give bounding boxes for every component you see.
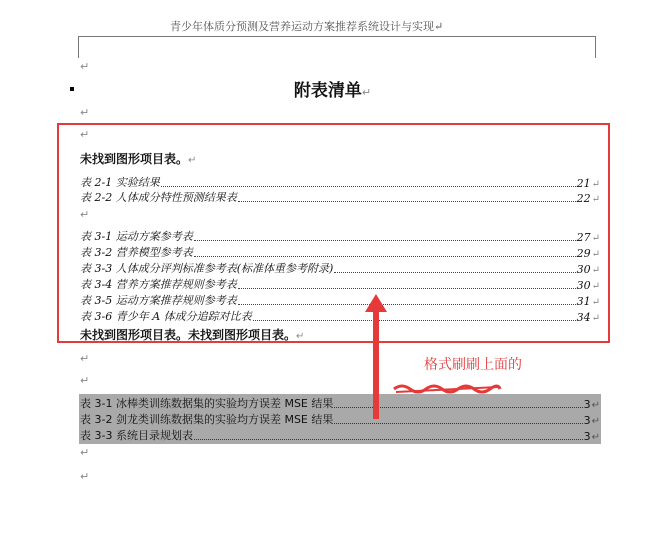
toc-error-footer-text: 未找到图形项目表。未找到图形项目表。 [80, 328, 297, 342]
paragraph-mark: ↵ [591, 179, 600, 190]
toc-leader-dots [238, 288, 576, 289]
paragraph-mark: ↵ [591, 416, 600, 427]
toc-entry[interactable] [80, 175, 600, 190]
header-corner-right [595, 36, 614, 58]
toc-entry-page: 30 [576, 263, 591, 276]
toc-entry-page: 3 [583, 398, 591, 411]
toc-leader-dots [194, 256, 576, 257]
toc-leader-dots [194, 240, 576, 241]
toc-entry[interactable] [80, 229, 600, 244]
toc-entry-page: 3 [583, 430, 591, 443]
toc-leader-dots [334, 423, 582, 424]
toc-entry-label: 表 3-1 冰棒类训练数据集的实验均方误差 MSE 结果 [80, 397, 334, 410]
page-title[interactable] [0, 76, 665, 101]
scribble-strikeout-icon [392, 382, 502, 396]
toc-entry-label: 表 3-3 系统目录规划表 [80, 429, 193, 442]
paragraph-mark: ↵ [80, 128, 90, 141]
page-title-text: 附表清单 [293, 81, 362, 101]
paragraph-mark: ↵ [591, 432, 600, 443]
paragraph-mark: ↵ [591, 249, 600, 260]
header-corner-left [60, 36, 79, 58]
toc-entry[interactable] [80, 309, 600, 324]
toc-entry[interactable] [80, 245, 600, 260]
header-rule [78, 36, 595, 37]
toc-entry-label: 表 3-4 营养方案推荐规则参考表 [80, 278, 237, 291]
toc-entry-page: 21 [576, 177, 591, 190]
toc-leader-dots [194, 439, 583, 440]
toc-entry-selected[interactable] [80, 412, 600, 427]
toc-entry-page: 30 [576, 279, 591, 292]
paragraph-mark: ↵ [591, 281, 600, 292]
toc-entry-label: 表 2-1 实验结果 [80, 176, 160, 189]
toc-entry-label: 表 3-1 运动方案参考表 [80, 230, 193, 243]
toc-entry-label: 表 3-2 营养模型参考表 [80, 246, 193, 259]
toc-error-footer[interactable] [80, 326, 304, 342]
toc-entry-label: 表 3-5 运动方案推荐规则参考表 [80, 294, 237, 307]
toc-entry-page: 31 [576, 295, 591, 308]
toc-entry-label: 表 2-2 人体成分特性预测结果表 [80, 191, 237, 204]
paragraph-mark: ↵ [80, 374, 90, 387]
paragraph-mark: ↵ [591, 400, 600, 411]
toc-entry-label: 表 3-2 剑龙类训练数据集的实验均方误差 MSE 结果 [80, 413, 334, 426]
toc-entry-page: 27 [576, 231, 591, 244]
toc-entry-selected[interactable] [80, 396, 600, 411]
toc-entry-label: 表 3-3 人体成分评判标准参考表(标准体重参考附录) [80, 262, 334, 275]
toc-error-heading-text: 未找到图形项目表。 [80, 152, 189, 166]
toc-entry-page: 22 [576, 192, 591, 205]
paragraph-mark: ↵ [591, 313, 600, 324]
annotation-arrow-icon [362, 294, 390, 419]
toc-leader-dots [253, 320, 576, 321]
paragraph-mark: ↵ [80, 60, 90, 73]
paragraph-mark: ↵ [591, 297, 600, 308]
paragraph-mark: ↵ [80, 446, 90, 459]
toc-entry-label: 表 3-6 青少年 A 体成分追踪对比表 [80, 310, 252, 323]
paragraph-mark: ↵ [188, 155, 197, 166]
toc-entry[interactable] [80, 261, 600, 276]
paragraph-mark: ↵ [296, 331, 305, 342]
toc-leader-dots [238, 201, 576, 202]
toc-entry-page: 29 [576, 247, 591, 260]
paragraph-mark: ↵ [591, 194, 600, 205]
toc-entry[interactable] [80, 277, 600, 292]
toc-leader-dots [161, 186, 576, 187]
toc-leader-dots [238, 304, 576, 305]
page-header-text: 青少年体质分预测及营养运动方案推荐系统设计与实现↵ [170, 20, 444, 32]
paragraph-mark: ↵ [591, 233, 600, 244]
annotation-text: 格式刷刷上面的 [424, 357, 522, 373]
paragraph-mark: ↵ [80, 106, 90, 119]
paragraph-mark: ↵ [80, 470, 90, 483]
toc-entry-selected[interactable] [80, 428, 600, 443]
toc-entry-page: 34 [576, 311, 591, 324]
toc-leader-dots [334, 272, 575, 273]
paragraph-mark: ↵ [361, 86, 372, 99]
paragraph-mark: ↵ [591, 265, 600, 276]
paragraph-mark: ↵ [80, 352, 90, 365]
toc-error-heading[interactable] [80, 150, 196, 166]
toc-entry[interactable] [80, 190, 600, 205]
paragraph-mark: ↵ [80, 208, 90, 221]
toc-entry[interactable] [80, 293, 600, 308]
toc-entry-page: 3 [583, 414, 591, 427]
